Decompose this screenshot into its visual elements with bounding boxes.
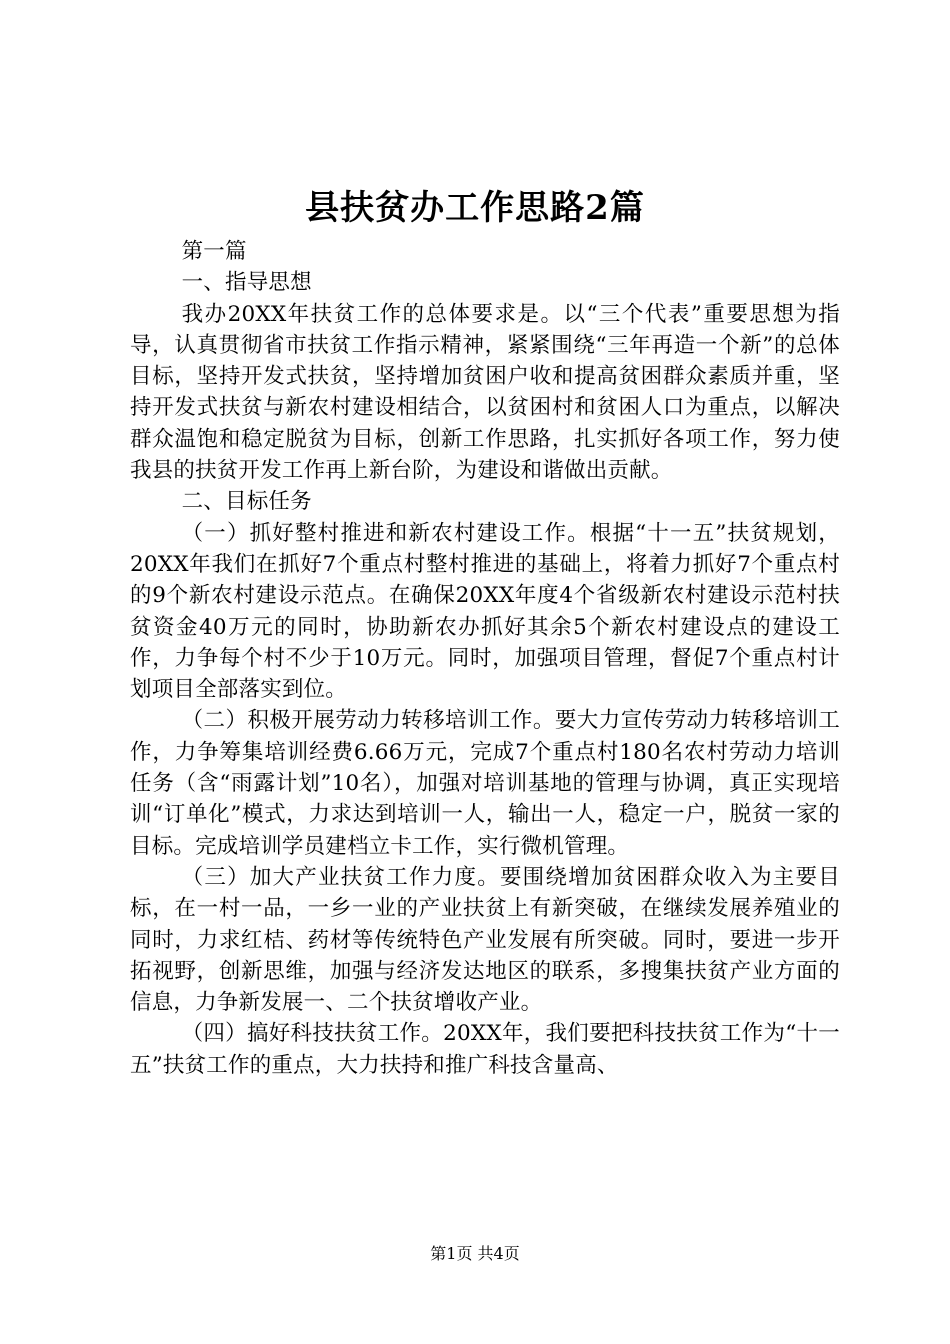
section-heading-guiding-thought: 一、指导思想: [181, 270, 312, 296]
document-body: [130, 236, 840, 1081]
page-number: 第1页 共4页: [430, 1244, 520, 1263]
section-heading-goals: 二、目标任务: [181, 489, 312, 515]
document-title: 县扶贫办工作思路2篇: [305, 188, 645, 228]
paragraph-goal-4: （四）搞好科技扶贫工作。20XX年，我们要把科技扶贫工作为“十一五”扶贫工作的重点，大力扶持和推广科技含量高、: [130, 1021, 840, 1078]
paragraph-guiding-thought: 我办20XX年扶贫工作的总体要求是。以“三个代表”重要思想为指导，认真贯彻省市扶贫工作指示精神，紧紧围绕“三年再造一个新”的总体目标，坚持开发式扶贫，坚持增加贫困户收和提高贫困群众素质并重，坚持开发式扶贫与新农村建设相结合，以贫困村和贫困人口为重点，以解决群众温饱和稳定脱贫为目标，创新工作思路，扎实抓好各项工作，努力使我县的扶贫开发工作再上新台阶，为建设和谐做出贡献。: [130, 301, 840, 484]
page-footer: [0, 1244, 950, 1264]
paragraph-goal-3: （三）加大产业扶贫工作力度。要围绕增加贫困群众收入为主要目标，在一村一品，一乡一业的产业扶贫上有新突破，在继续发展养殖业的同时，力求红桔、药材等传统特色产业发展有所突破。同时，要进一步开拓视野，创新思维，加强与经济发达地区的联系，多搜集扶贫产业方面的信息，力争新发展一、二个扶贫增收产业。: [130, 864, 840, 1016]
paragraph-goal-2: （二）积极开展劳动力转移培训工作。要大力宣传劳动力转移培训工作，力争筹集培训经费6.66万元，完成7个重点村180名农村劳动力培训任务（含“雨露计划”10名），加强对培训基地的管理与协调，真正实现培训“订单化”模式，力求达到培训一人，输出一人，稳定一户，脱贫一家的目标。完成培训学员建档立卡工作，实行微机管理。: [130, 708, 840, 859]
section-heading-part-one: 第一篇: [181, 239, 247, 264]
paragraph-goal-1: （一）抓好整村推进和新农村建设工作。根据“十一五”扶贫规划，20XX年我们在抓好7个重点村整村推进的基础上，将着力抓好7个重点村的9个新农村建设示范点。在确保20XX年度4个省级新农村建设示范村扶贫资金40万元的同时，协助新农办抓好其余5个新农村建设点的建设工作，力争每个村不少于10万元。同时，加强项目管理，督促7个重点村计划项目全部落实到位。: [130, 520, 840, 703]
